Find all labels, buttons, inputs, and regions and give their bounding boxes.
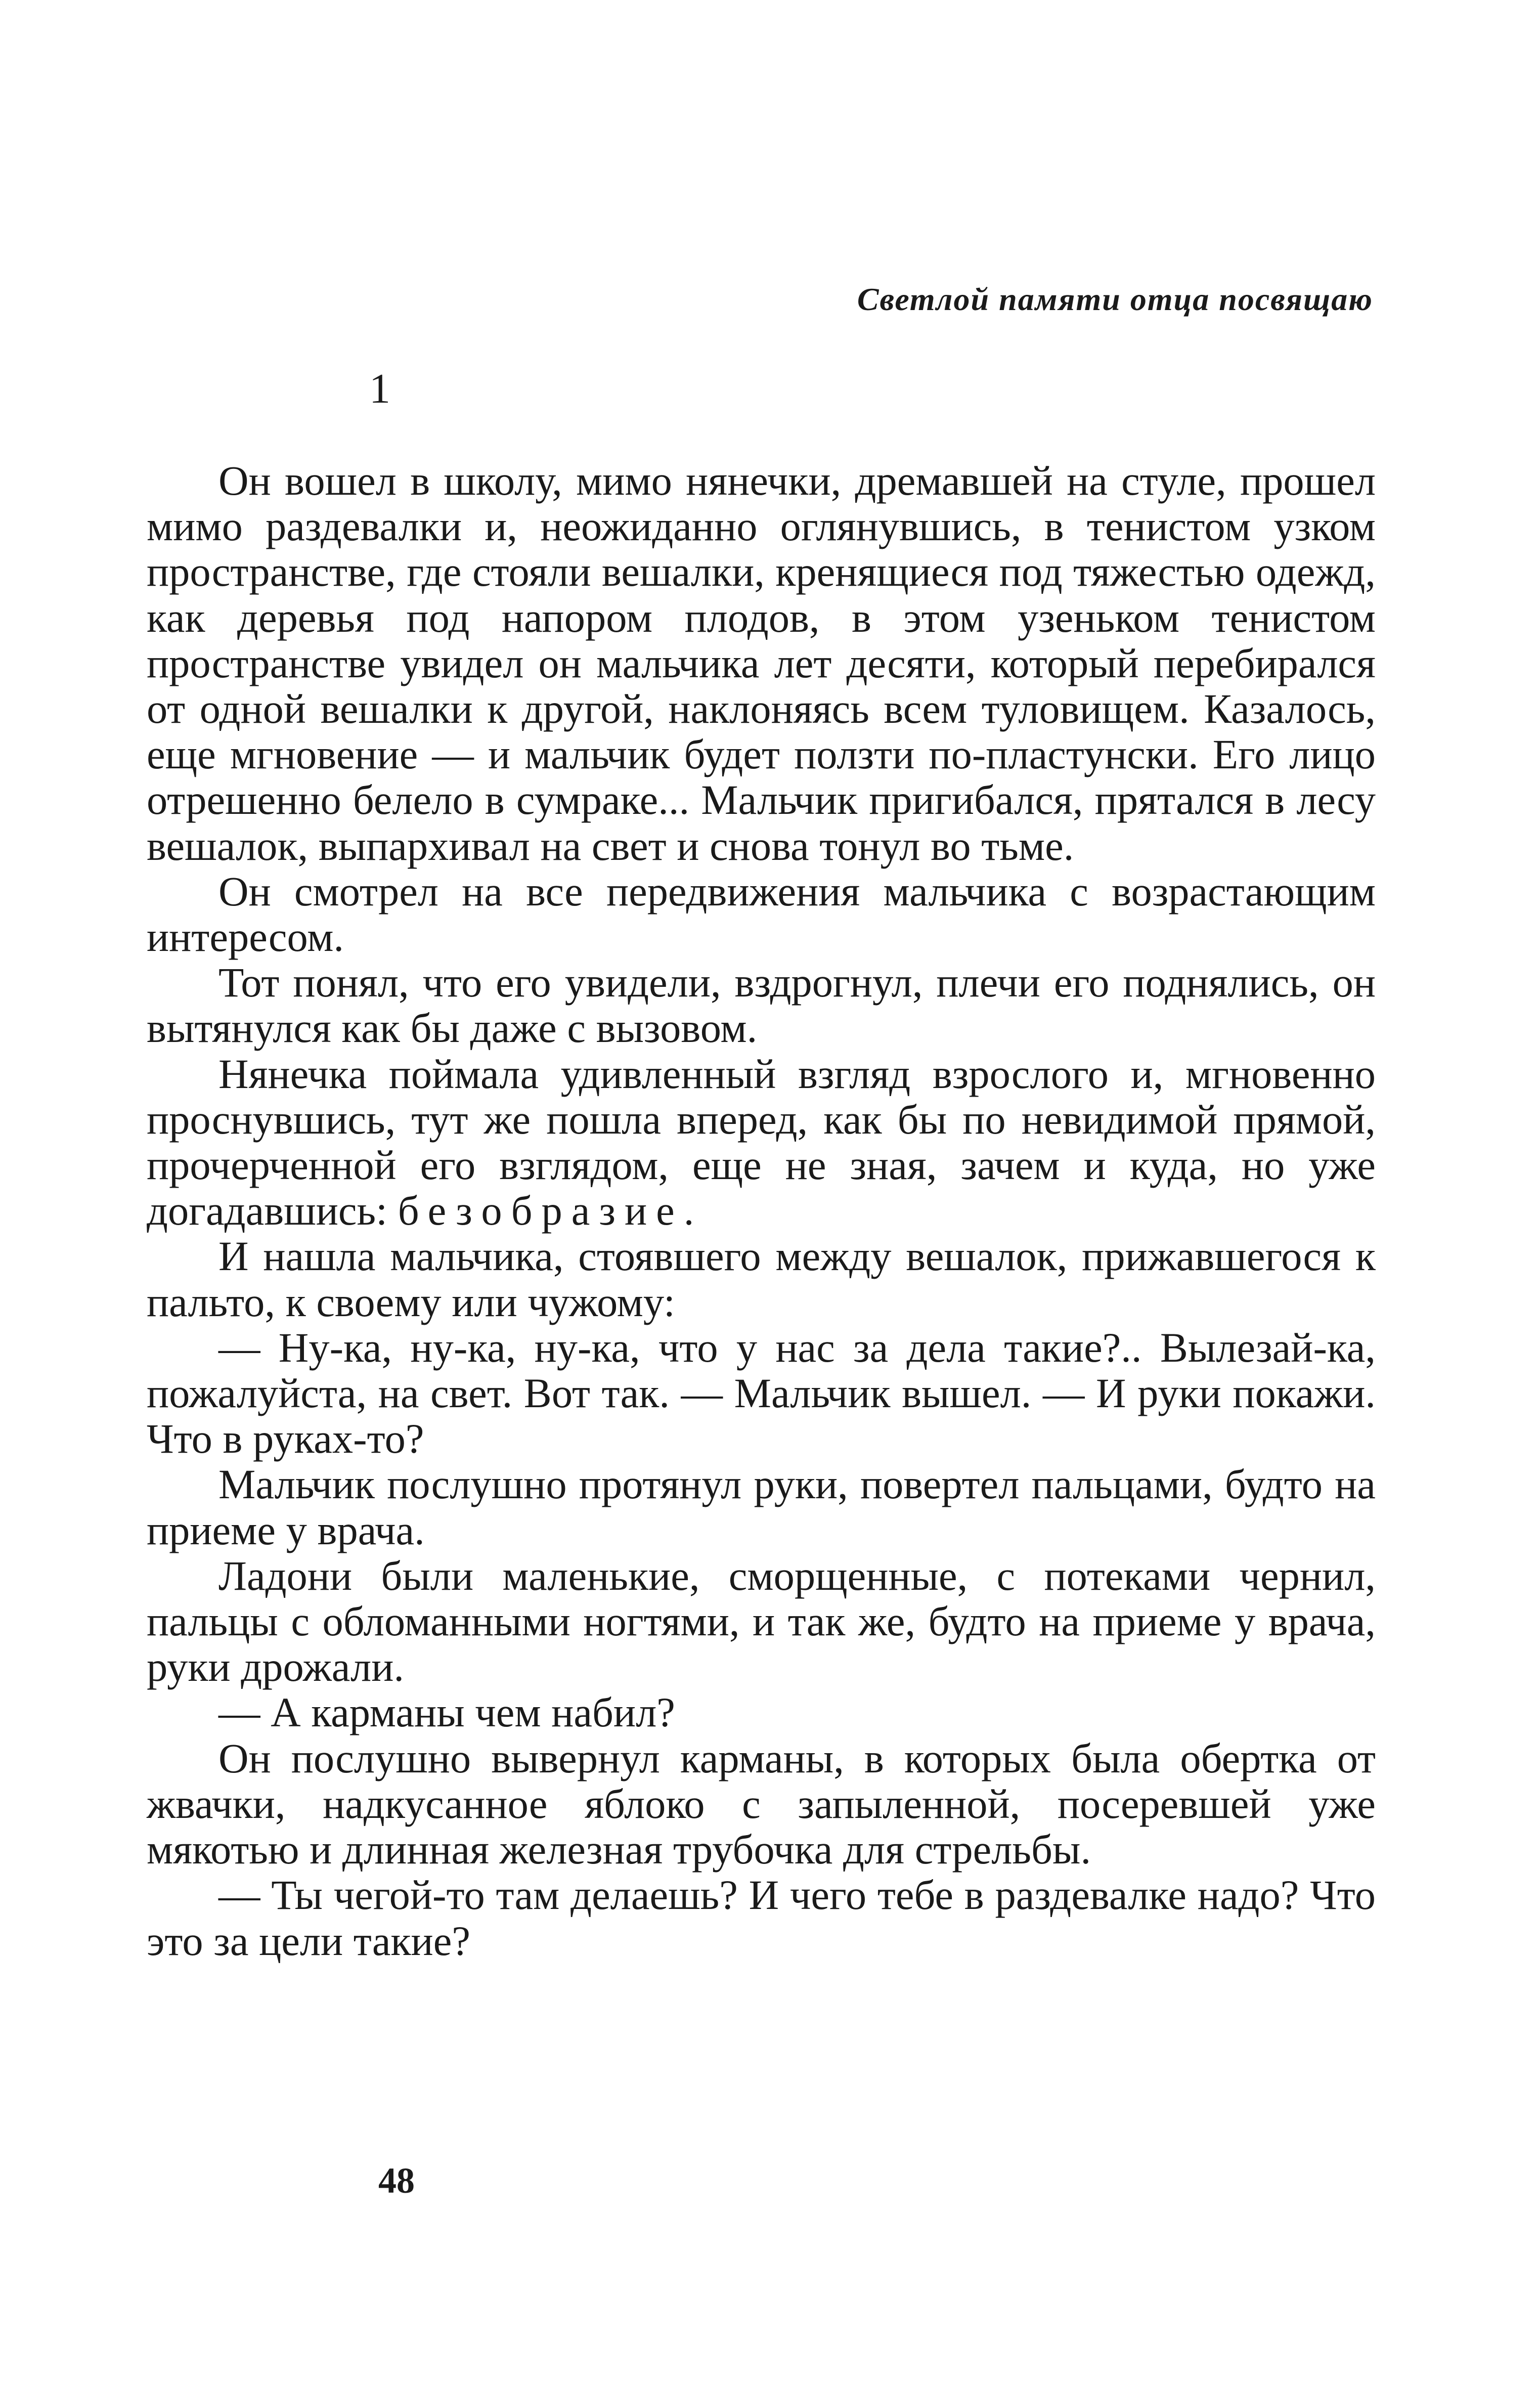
body-text xyxy=(147,458,1376,1964)
paragraph xyxy=(147,1051,1376,1234)
paragraph: Он вошел в школу, мимо нянечки, дремавшей на стуле, прошел мимо раздевалки и, неожиданно оглянувшись, в тенистом узком пространстве, где стояли вешалки, кренящиеся под тяжестью одежд, как деревья под напором плодов, в этом узеньком тенистом пространстве увидел он мальчика лет десяти, который перебирался от одной вешалки к другой, наклоняясь всем туловищем. Казалось, еще мгновение — и мальчик будет ползти по-пластунски. Его лицо отрешенно белело в сумраке... Мальчик пригибался, прятался в лесу вешалок, выпархивал на свет и снова тонул во тьме. xyxy=(147,457,1376,869)
paragraph: — Ну-ка, ну-ка, ну-ка, что у нас за дела такие?.. Вылезай-ка, пожалуйста, на свет. Вот так. — Мальчик вышел. — И руки покажи. Что в руках-то? xyxy=(147,1324,1376,1462)
paragraph: И нашла мальчика, стоявшего между вешалок, прижавшегося к пальто, к своему или чужому: xyxy=(147,1233,1376,1325)
paragraph: Тот понял, что его увидели, вздрогнул, плечи его поднялись, он вытянулся как бы даже с вызовом. xyxy=(147,959,1376,1052)
paragraph: Ладони были маленькие, сморщенные, с потеками чернил, пальцы с обломанными ногтями, и так же, будто на приеме у врача, руки дрожали. xyxy=(147,1552,1376,1690)
dedication: Светлой памяти отца посвящаю xyxy=(857,281,1373,317)
paragraph: Он смотрел на все передвижения мальчика с возрастающим интересом. xyxy=(147,867,1376,961)
paragraph: — Ты чегой-то там делаешь? И чего тебе в раздевалке надо? Что это за цели такие? xyxy=(147,1872,1376,1964)
paragraph: — А карманы чем набил? xyxy=(218,1689,675,1736)
paragraph-text: Нянечка поймала удивленный взгляд взрослого и, мгновенно проснувшись, тут же пошла вперед, как бы по невидимой прямой, прочерченной его взглядом, еще не зная, зачем и куда, но уже догадавшись: xyxy=(147,1050,1376,1234)
emphasized-word: безобразие. xyxy=(398,1187,703,1234)
chapter-number: 1 xyxy=(369,365,390,412)
page-number: 48 xyxy=(378,2160,415,2201)
paragraph: Мальчик послушно протянул руки, повертел пальцами, будто на приеме у врача. xyxy=(147,1461,1376,1553)
paragraph: Он послушно вывернул карманы, в которых была обертка от жвачки, надкусанное яблоко с запыленной, посеревшей уже мякотью и длинная железная трубочка для стрельбы. xyxy=(147,1734,1376,1873)
